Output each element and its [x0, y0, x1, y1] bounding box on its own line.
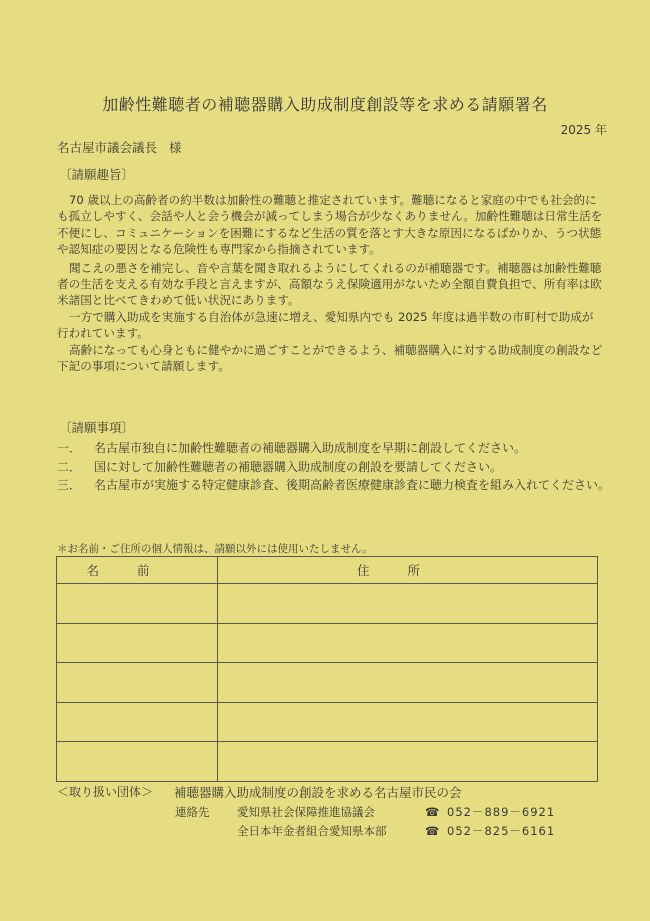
- name-column-header: 名前: [57, 557, 218, 584]
- contact-info: [175, 803, 555, 841]
- addressee: [57, 138, 182, 156]
- requests-heading: 〔請願事項〕: [59, 420, 135, 435]
- name-cell[interactable]: [57, 702, 218, 742]
- signature-row: [57, 623, 598, 663]
- signature-row: [57, 584, 598, 624]
- signature-table: [56, 556, 598, 782]
- year: 2025 年: [560, 123, 607, 137]
- contact-tel: 052－825－6161: [447, 824, 556, 838]
- name-cell[interactable]: [57, 663, 218, 703]
- address-cell[interactable]: [218, 663, 598, 703]
- handler-org: 補聴器購入助成制度の創設を求める名古屋市民の会: [174, 785, 462, 800]
- contact-tel: 052－889－6921: [447, 805, 556, 819]
- contact-row: [175, 803, 555, 822]
- purpose-paragraph: 聞こえの悪さを補完し、音や言葉を聞き取れるようにしてくれるのが補聴器です。補聴器は加齢性難聴者の生活を支える有効な手段と言えますが、高額なうえ保険適用がないため全額自費負担で、所有率は欧米諸国と比べてきわめて低い状況にあります。: [57, 260, 602, 308]
- signature-row: [57, 702, 598, 742]
- request-text: 名古屋市独自に加齢性難聴者の補聴器購入助成制度を早期に創設してください。: [94, 441, 527, 455]
- request-number: 三．: [57, 478, 82, 492]
- request-text: 名古屋市が実施する特定健康診査、後期高齢者医療健康診査に聴力検査を組み入れてください。: [94, 478, 611, 492]
- request-item: [57, 439, 617, 458]
- requests-list: [57, 439, 617, 495]
- handler-info: [57, 783, 462, 802]
- phone-icon: ☎: [424, 824, 440, 838]
- phone-icon: ☎: [424, 805, 440, 819]
- contact-label: 連絡先: [175, 805, 210, 819]
- address-cell[interactable]: [218, 742, 598, 782]
- address-cell[interactable]: [218, 584, 598, 624]
- request-item: [57, 458, 617, 477]
- contact-org: 全日本年金者組合愛知県本部: [237, 824, 387, 838]
- name-cell[interactable]: [57, 623, 218, 663]
- handler-label: ＜取り扱い団体＞: [57, 785, 154, 799]
- name-cell[interactable]: [57, 742, 218, 782]
- address-cell[interactable]: [218, 623, 598, 663]
- signature-row: [57, 663, 598, 703]
- request-item: [57, 476, 617, 495]
- privacy-note: ＊お名前・ご住所の個人情報は、請願以外には使用いたしません。: [57, 543, 373, 555]
- page-title: 加齢性難聴者の補聴器購入助成制度創設等を求める請願署名: [102, 95, 548, 114]
- name-cell[interactable]: [57, 584, 218, 624]
- contact-row: [175, 822, 555, 841]
- addressee-name: 名古屋市議会議長: [57, 140, 158, 155]
- purpose-paragraph: 一方で購入助成を実施する自治体が急速に増え、愛知県内でも 2025 年度は過半数の市町村で助成が行われています。: [57, 309, 594, 341]
- address-column-header: 住所: [218, 557, 598, 584]
- addressee-honorific: 様: [169, 140, 182, 155]
- address-cell[interactable]: [218, 702, 598, 742]
- purpose-paragraph: 70 歳以上の高齢者の約半数は加齢性の難聴と推定されています。難聴になると家庭の中でも社会的にも孤立しやすく、会話や人と会う機会が減ってしまう場合が少なくありません。加齢性難聴は日常生活を不便にし、コミュニケーションを困難にするなど生活の質を落とす大きな原因になるばかりか、うつ状態や認知症の要因となる危険性も専門家から指摘されています。: [57, 193, 603, 257]
- purpose-body: [57, 192, 605, 374]
- handler-row: [57, 783, 462, 802]
- request-number: 一．: [57, 441, 82, 455]
- purpose-heading: 〔請願趣旨〕: [59, 167, 135, 182]
- signature-table-header: [57, 557, 598, 584]
- request-number: 二．: [57, 459, 82, 474]
- contact-org: 愛知県社会保障推進協議会: [237, 805, 375, 819]
- request-text: 国に対して加齢性難聴者の補聴器購入助成制度の創設を要請してください。: [94, 459, 503, 474]
- purpose-paragraph: 高齢になっても心身ともに健やかに過ごすことができるよう、補聴器購入に対する助成制度の創設など下記の事項について請願します。: [57, 342, 603, 374]
- signature-row: [57, 742, 598, 782]
